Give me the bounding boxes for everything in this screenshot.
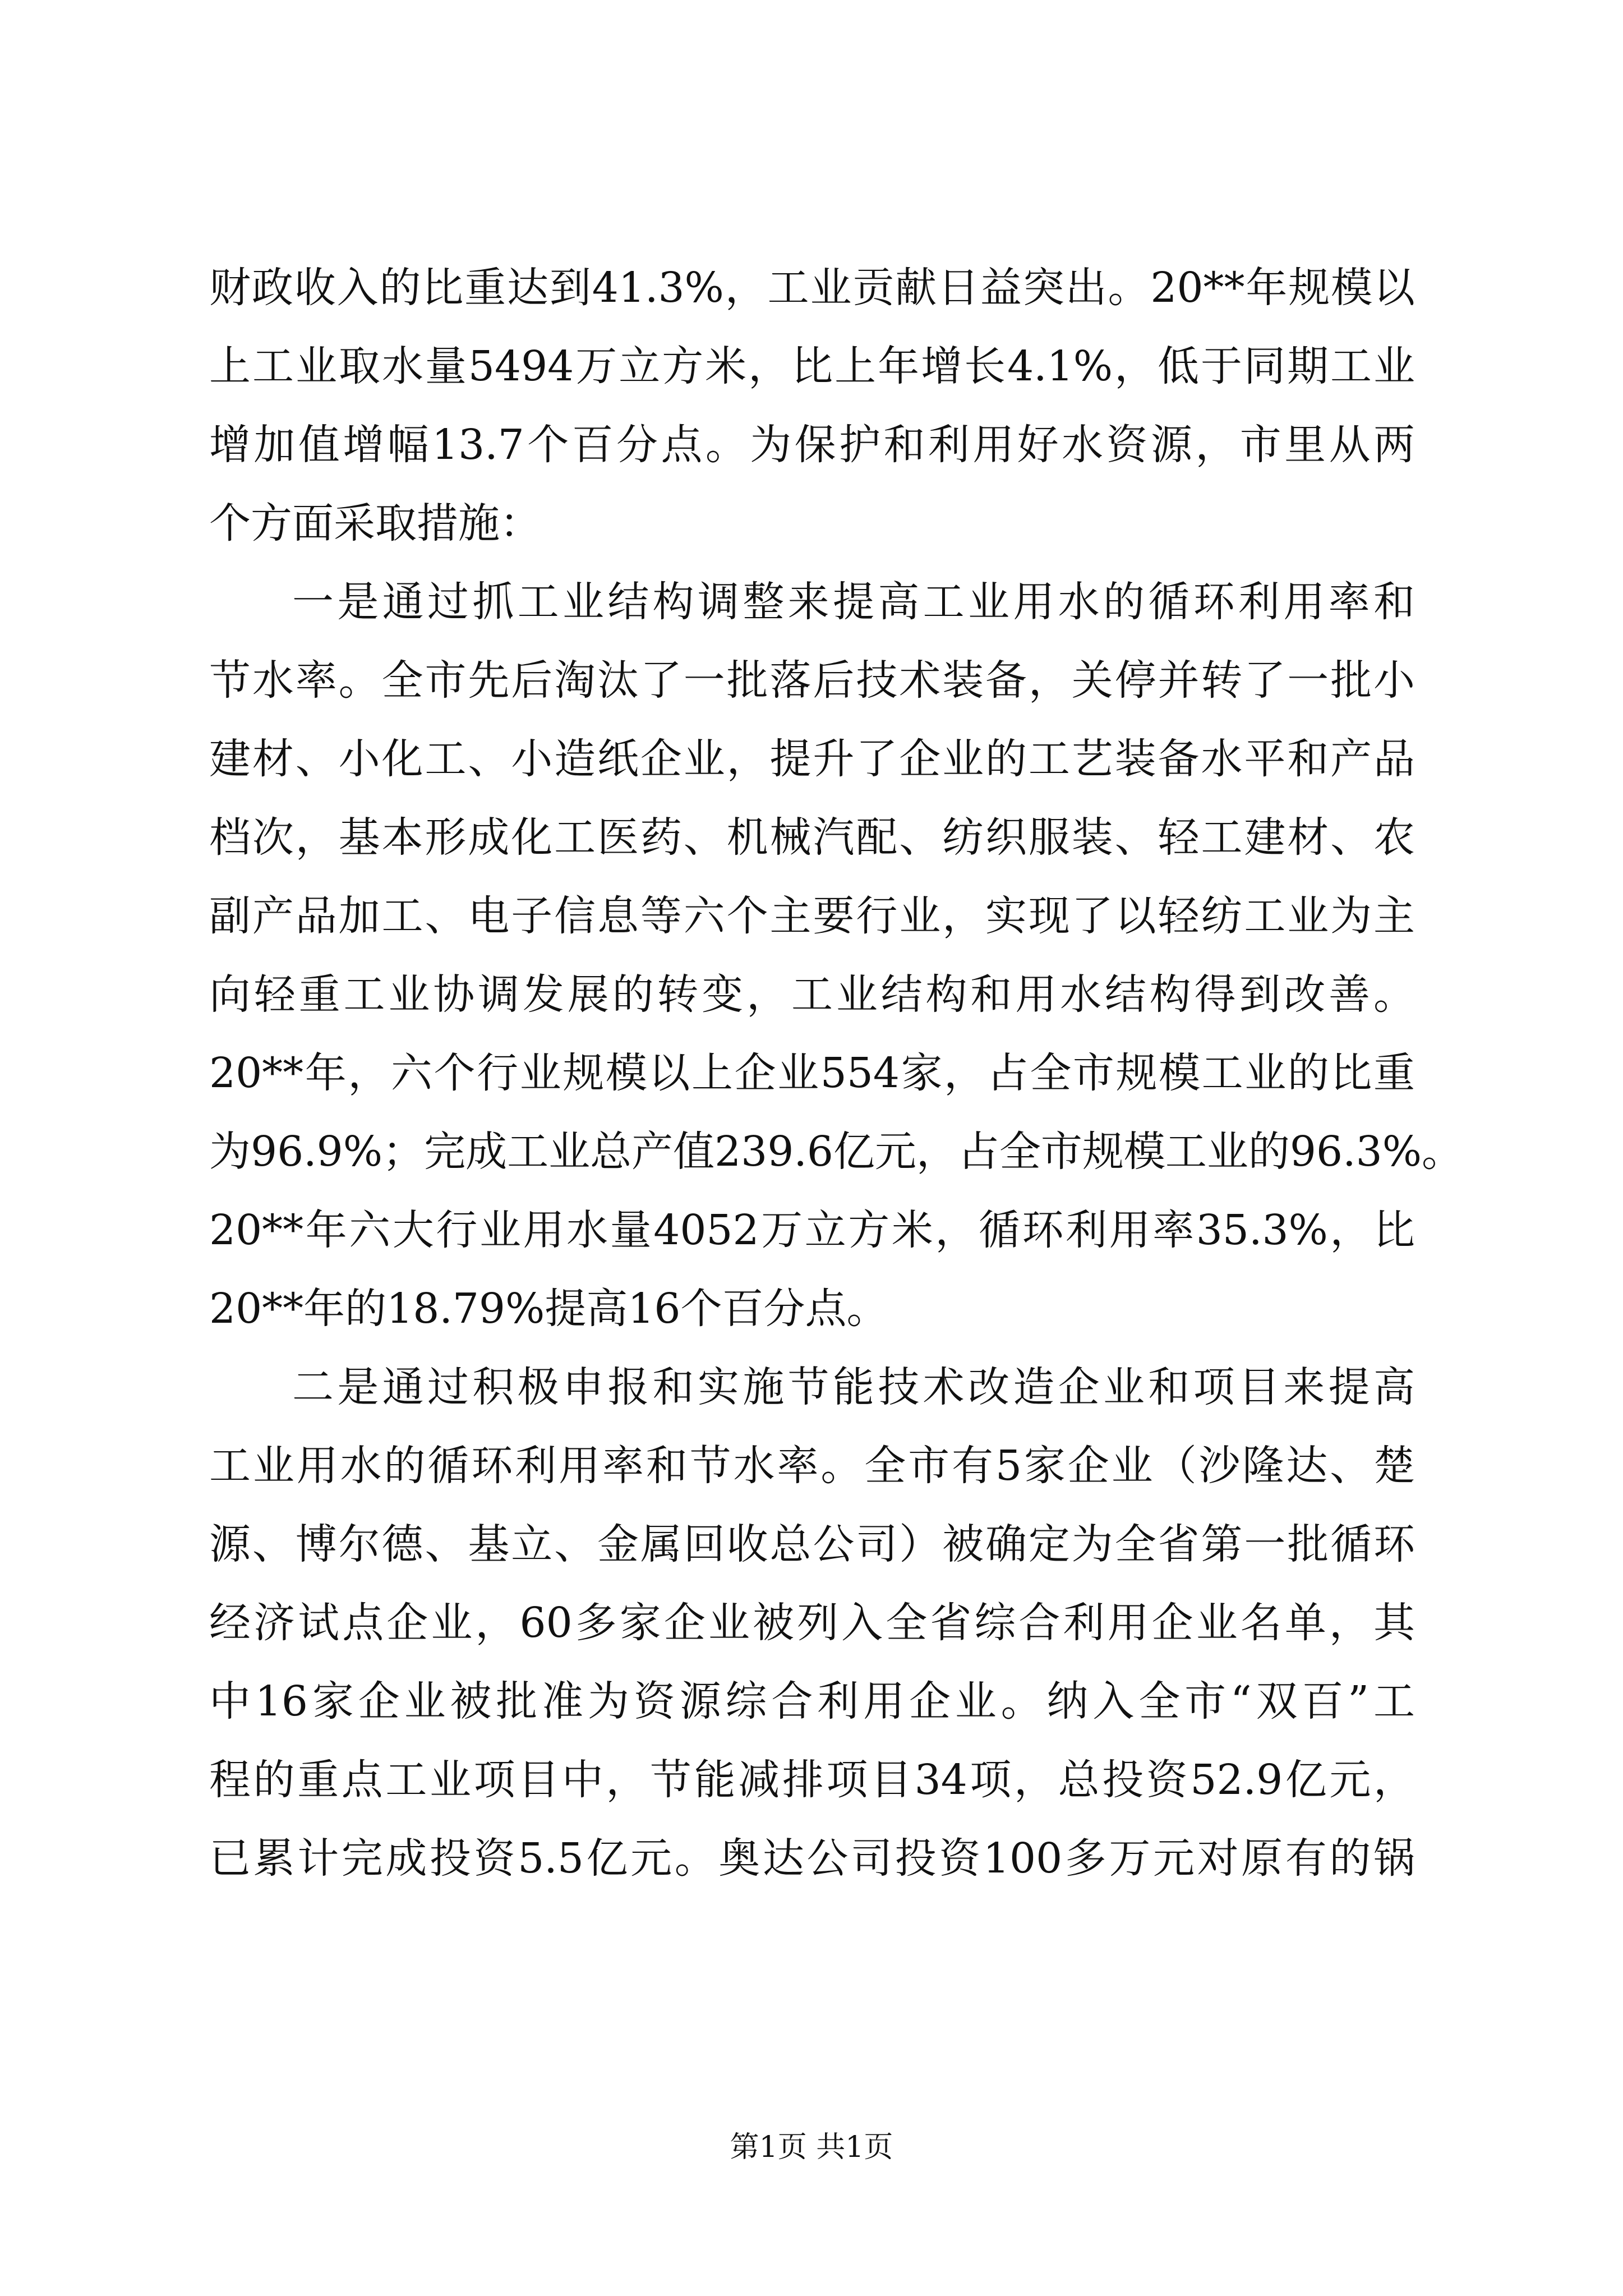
text-line: 财政收入的比重达到41.3%，工业贡献日益突出。20**年规模以 <box>209 264 1415 312</box>
text-line: 增加值增幅13.7个百分点。为保护和利用好水资源，市里从两 <box>209 421 1415 469</box>
paragraph-first-line: 一是通过抓工业结构调整来提高工业用水的循环利用率和 <box>292 578 1415 626</box>
text-line: 源、博尔德、基立、金属回收总公司）被确定为全省第一批循环 <box>209 1520 1415 1568</box>
text-line: 20**年，六个行业规模以上企业554家，占全市规模工业的比重 <box>209 1049 1415 1097</box>
text-line: 程的重点工业项目中，节能减排项目34项，总投资52.9亿元， <box>209 1756 1415 1804</box>
document-body <box>209 249 1464 1898</box>
text-line: 档次，基本形成化工医药、机械汽配、纺织服装、轻工建材、农 <box>209 813 1415 862</box>
text-line: 节水率。全市先后淘汰了一批落后技术装备，关停并转了一批小 <box>209 656 1415 705</box>
text-line: 副产品加工、电子信息等六个主要行业，实现了以轻纺工业为主 <box>209 892 1415 940</box>
text-line: 个方面采取措施： <box>209 499 541 547</box>
text-line: 经济试点企业，60多家企业被列入全省综合利用企业名单，其 <box>209 1599 1415 1647</box>
text-line: 上工业取水量5494万立方米，比上年增长4.1%，低于同期工业 <box>209 342 1415 390</box>
text-line: 为96.9%；完成工业总产值239.6亿元，占全市规模工业的96.3%。 <box>209 1128 1464 1176</box>
text-line: 中16家企业被批准为资源综合利用企业。纳入全市“双百”工 <box>209 1677 1415 1726</box>
text-line: 20**年六大行业用水量4052万立方米，循环利用率35.3%，比 <box>209 1206 1415 1254</box>
text-line: 向轻重工业协调发展的转变，工业结构和用水结构得到改善。 <box>209 970 1415 1019</box>
text-line: 20**年的18.79%提高16个百分点。 <box>209 1285 888 1333</box>
paragraph-first-line: 二是通过积极申报和实施节能技术改造企业和项目来提高 <box>292 1363 1415 1411</box>
text-line: 建材、小化工、小造纸企业，提升了企业的工艺装备水平和产品 <box>209 735 1415 783</box>
text-line: 已累计完成投资5.5亿元。奥达公司投资100多万元对原有的锅 <box>209 1834 1415 1883</box>
page-footer: 第1页 共1页 <box>730 2131 893 2164</box>
text-line: 工业用水的循环利用率和节水率。全市有5家企业（沙隆达、楚 <box>209 1442 1415 1490</box>
